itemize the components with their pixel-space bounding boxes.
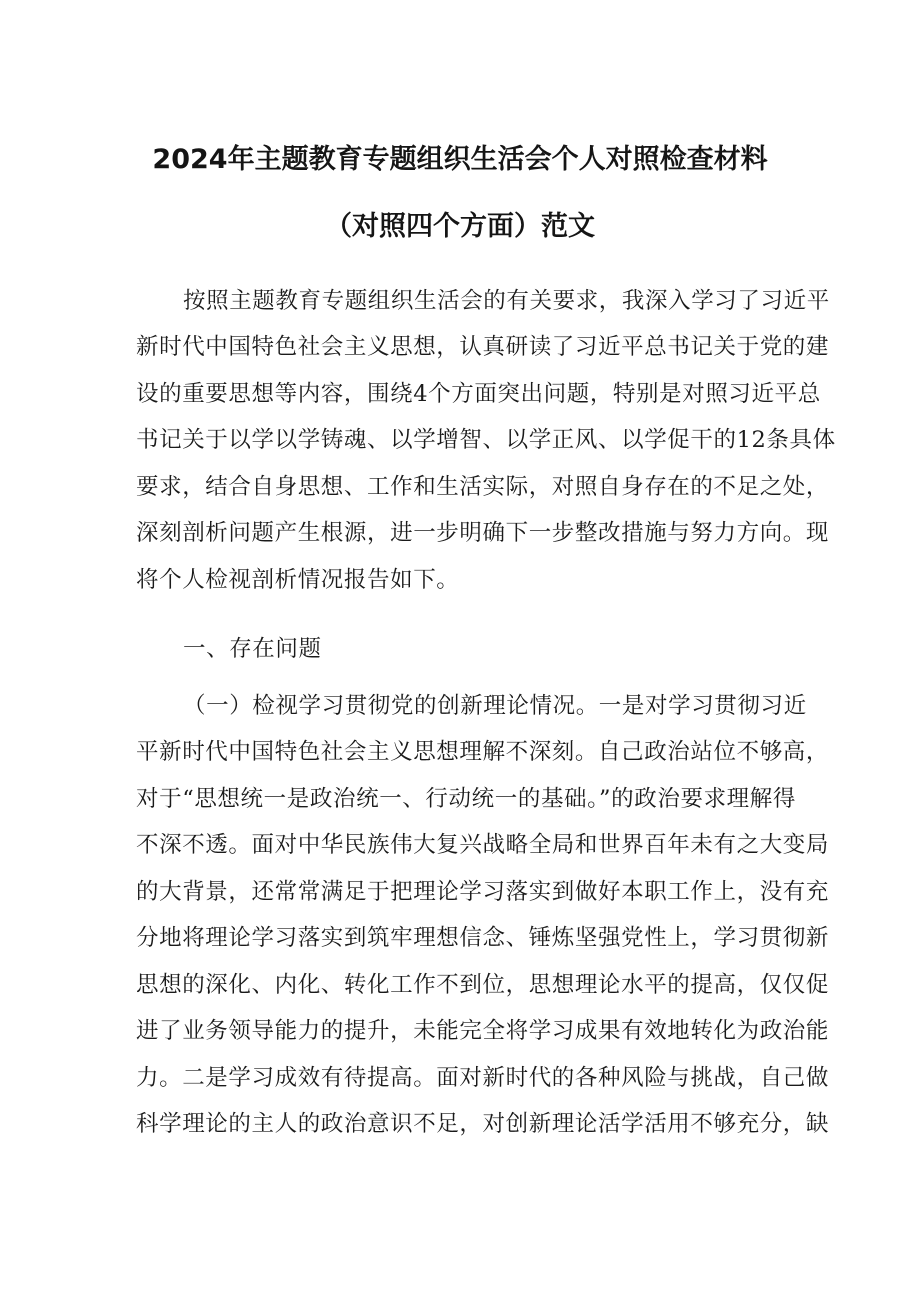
section-line: （一）检视学习贯彻党的创新理论情况。一是对学习贯彻习近 (183, 693, 807, 719)
section-line: 进了业务领导能力的提升，未能完全将学习成果有效地转化为政治能 (136, 1018, 830, 1044)
intro-line: 设的重要思想等内容，围绕4个方面突出问题，特别是对照习近平总 (136, 381, 821, 407)
document-title-line-1: 2024年主题教育专题组织生活会个人对照检查材料 (152, 144, 768, 175)
document-title-line-2: （对照四个方面）范文 (325, 211, 595, 242)
intro-line: 要求，结合自身思想、工作和生活实际，对照自身存在的不足之处， (136, 474, 830, 500)
section-heading: 一、存在问题 (183, 636, 322, 662)
section-line: 思想的深化、内化、转化工作不到位，思想理论水平的提高，仅仅促 (136, 972, 830, 998)
intro-line: 书记关于以学以学铸魂、以学增智、以学正风、以学促干的12条具体 (136, 427, 836, 453)
section-line: 分地将理论学习落实到筑牢理想信念、锤炼坚强党性上，学习贯彻新 (136, 925, 830, 951)
intro-line: 按照主题教育专题组织生活会的有关要求，我深入学习了习近平 (183, 288, 830, 314)
intro-line: 深刻剖析问题产生根源，进一步明确下一步整改措施与努力方向。现 (136, 520, 830, 546)
section-line: 对于“思想统一是政治统一、行动统一的基础。”的政治要求理解得 (136, 786, 796, 812)
section-line: 不深不透。面对中华民族伟大复兴战略全局和世界百年未有之大变局 (136, 832, 830, 858)
section-line: 力。二是学习成效有待提高。面对新时代的各种风险与挑战，自己做 (136, 1065, 830, 1091)
intro-line: 新时代中国特色社会主义思想，认真研读了习近平总书记关于党的建 (136, 334, 830, 360)
intro-line: 将个人检视剖析情况报告如下。 (136, 567, 460, 593)
section-line: 的大背景，还常常满足于把理论学习落实到做好本职工作上，没有充 (136, 879, 830, 905)
section-line: 科学理论的主人的政治意识不足，对创新理论活学活用不够充分，缺 (136, 1111, 830, 1137)
section-line: 平新时代中国特色社会主义思想理解不深刻。自己政治站位不够高， (136, 739, 830, 765)
